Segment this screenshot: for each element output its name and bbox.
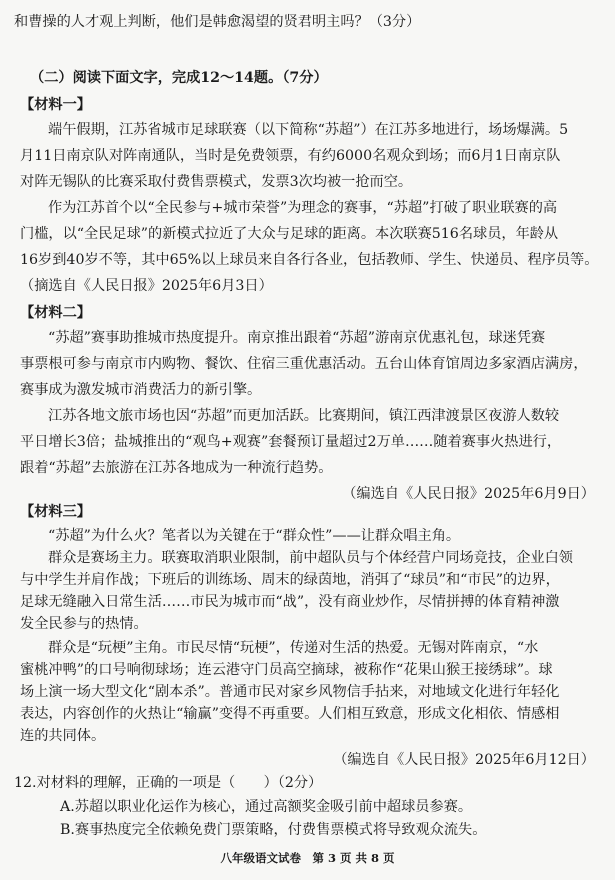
material2-line: 跟着“苏超”去旅游在江苏各地成为一种流行趋势。 xyxy=(20,460,333,476)
question-option-b: B.赛事热度完全依赖免费门票策略，付费售票模式将导致观众流失。 xyxy=(60,822,487,838)
material2-line: 事票根可参与南京市内购物、餐饮、住宿三重优惠活动。五台山体育馆周边多家酒店满房， xyxy=(20,356,588,372)
material3-line: “苏超”为什么火？笔者以为关键在于“群众性”——让群众唱主角。 xyxy=(48,528,461,544)
material1-line: 门槛，以“全民足球”的新模式拉近了大众与足球的距离。本次联赛516名球员，年龄从 xyxy=(20,226,559,242)
question-12-stem: 12.对材料的理解，正确的一项是（ ）（2分） xyxy=(14,775,323,791)
material3-line: 场上演一场大型文化“剧本杀”。普通市民对家乡风物信手拈来，对地域文化进行年轻化 xyxy=(20,684,560,700)
page-footer: 八年级语文试卷 第 3 页 共 8 页 xyxy=(220,851,395,865)
material3-line: 足球无缝融入日常生活……市民为城市而“战”，没有商业炒作，尽情拼搏的体育精神激 xyxy=(20,594,560,610)
material3-line: 群众是“玩梗”主角。市民尽情“玩梗”，传递对生活的热爱。无锡对阵南京，“水 xyxy=(48,640,539,656)
material3-label: 【材料三】 xyxy=(20,504,91,520)
material1-line: 端午假期，江苏省城市足球联赛（以下简称“苏超”）在江苏多地进行，场场爆满。5 xyxy=(48,122,569,138)
material2-line: “苏超”赛事助推城市热度提升。南京推出跟着“苏超”游南京优惠礼包，球迷凭赛 xyxy=(48,330,546,346)
material3-line: 表达，内容创作的火热让“输赢”变得不再重要。人们相互致意，形成文化相依、情感相 xyxy=(20,706,560,722)
question-option-a: A.苏超以职业化运作为核心，通过高额奖金吸引前中超球员参赛。 xyxy=(60,799,473,815)
section-heading: （二）阅读下面文字，完成12～14题。（7分） xyxy=(30,70,328,86)
material2-line: 平日增长3倍；盐城推出的“观鸟+观赛”套餐预订量超过2万单……随着赛事火热进行， xyxy=(20,434,562,450)
material1-line: 对阵无锡队的比赛采取付费售票模式，发票3次均被一抢而空。 xyxy=(20,174,413,190)
material3-line: 与中学生并肩作战；下班后的训练场、周末的绿茵地，消弭了“球员”和“市民”的边界， xyxy=(20,572,560,588)
material1-source: （摘选自《人民日报》2025年6月3日） xyxy=(20,278,273,294)
material3-line: 群众是赛场主力。联赛取消职业限制，前中超队员与个体经营户同场竞技，企业白领 xyxy=(48,550,573,566)
material2-label: 【材料二】 xyxy=(20,305,91,321)
material1-line: 月11日南京队对阵南通队，当时是免费领票，有约6000名观众到场；而6月1日南京队 xyxy=(20,148,561,164)
previous-question-tail: 和曹操的人才观上判断，他们是韩愈渴望的贤君明主吗？（3分） xyxy=(14,14,421,30)
material2-source: （编选自《人民日报》2025年6月9日） xyxy=(342,486,595,502)
material3-source: （编选自《人民日报》2025年6月12日） xyxy=(333,752,595,768)
material3-line: 发全民参与的热情。 xyxy=(20,616,148,632)
material1-line: 16岁到40岁不等，其中65%以上球员来自各行各业，包括教师、学生、快递员、程序员等。 xyxy=(20,252,599,268)
material1-label: 【材料一】 xyxy=(20,97,91,113)
material2-line: 赛事成为激发城市消费活力的新引擎。 xyxy=(20,382,262,398)
material3-line: 蜜桃冲鸭”的口号响彻球场；连云港守门员高空摘球，被称作“花果山猴王接绣球”。球 xyxy=(20,662,553,678)
material3-line: 连的共同体。 xyxy=(20,728,106,744)
material2-line: 江苏各地文旅市场也因“苏超”而更加活跃。比赛期间，镇江西津渡景区夜游人数较 xyxy=(48,408,560,424)
material1-line: 作为江苏首个以“全民参与+城市荣誉”为理念的赛事，“苏超”打破了职业联赛的高 xyxy=(48,200,558,216)
